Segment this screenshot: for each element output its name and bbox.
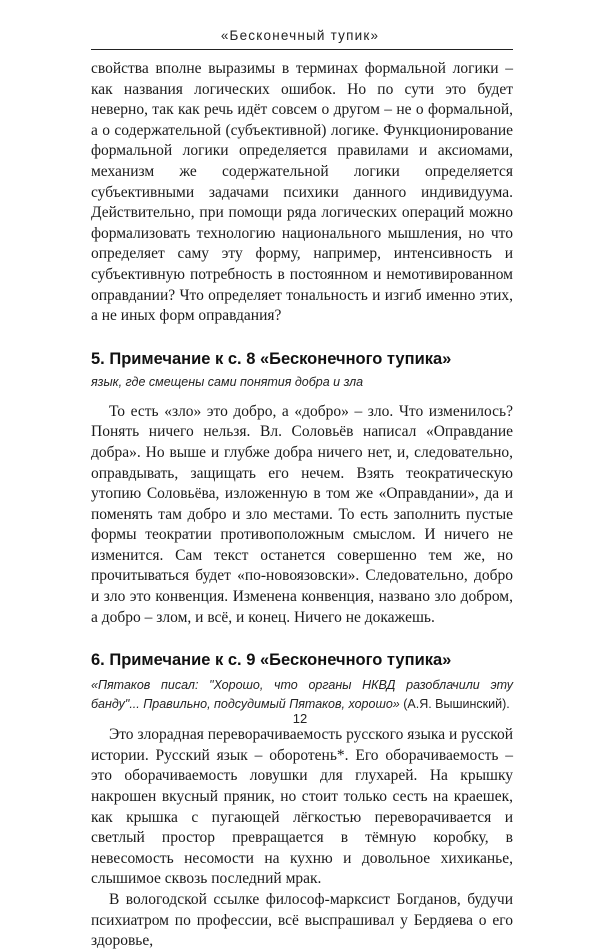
section-6-paragraph-2: В вологодской ссылке философ-марксист Богданов, будучи психиатром по профессии, всё выспрашивал у Бердяева о его здоровье, (91, 891, 513, 950)
section-6-paragraph-1: Это злорадная переворачиваемость русского языка и русской истории. Русский язык – оборотень*. Его оборачиваемость – это оборачиваемость ловушки для глухарей. На крышку накрошен вкусный пряник, но стоит только сесть на краешек, как крышка с пугающей лёгкостью переворачивается и светлый простор превращается в тёмную коробку, в невесомость несомости на кухню и довольное хихиканье, слышимое сквозь последний мрак. (91, 726, 513, 888)
page-body (91, 59, 513, 952)
section-gap (91, 327, 513, 349)
epigraph-author: (А.Я. Вышинский). (403, 697, 510, 712)
section-gap (91, 628, 513, 650)
section-6-heading: 6. Примечание к с. 9 «Бесконечного тупика» (91, 651, 452, 670)
subtitle-gap (91, 391, 513, 402)
section-6-epigraph (91, 676, 513, 714)
page-number: 12 (292, 711, 308, 726)
running-title: «Бесконечный тупик» (220, 28, 380, 43)
epigraph-quote: «Пятаков писал: "Хорошо, что органы НКВД разоблачили эту банду"... Правильно, подсудимый Пятаков, хорошо» (91, 678, 513, 712)
section-5-heading: 5. Примечание к с. 8 «Бесконечного тупика» (91, 349, 452, 368)
opening-paragraph: свойства вполне выразимы в терминах формальной логики – как названия логических ошибок. Но по сути это будет неверно, так как речь идёт совсем о другом – не о формальной, а о содержательной (субъективной) логике. Функционирование формальной логики определяется правилами и аксиомами, механизм же содержательной логики определяется субъективными задачами психики данного индивидуума. Действительно, при помощи ряда логических операций можно формализовать технологию национального мышления, но что определяет саму эту форму, например, интенсивность и субъективную потребность в постоянном и немотивированном оправдании? Что определяет тональность и изгиб именно этих, а не иных форм оправдания? (91, 60, 513, 325)
section-5-subtitle: язык, где смещены сами понятия добра и зла (91, 374, 364, 389)
header-rule (91, 49, 513, 50)
section-5-paragraph: То есть «зло» это добро, а «добро» – зло. Что изменилось? Понять ничего нельзя. Вл. Соловьёв написал «Оправдание добра». Но выше и глубже добра ничего нет, и, следовательно, оправдывать, защищать его нечем. Взять теократическую утопию Соловьёва, изложенную в том же «Оправдании», да и поменять там добро и зло местами. То есть заполнить пустые формы теократии противоположным смыслом. И ничего не изменится. Сам текст останется совершенно тем же, но прочитываться будет «по-новоязовски». Следовательно, добро и зло это конвенция. Изменена конвенция, названо зло добром, а добро – злом, и всё, и конец. Ничего не докажешь. (91, 402, 513, 626)
